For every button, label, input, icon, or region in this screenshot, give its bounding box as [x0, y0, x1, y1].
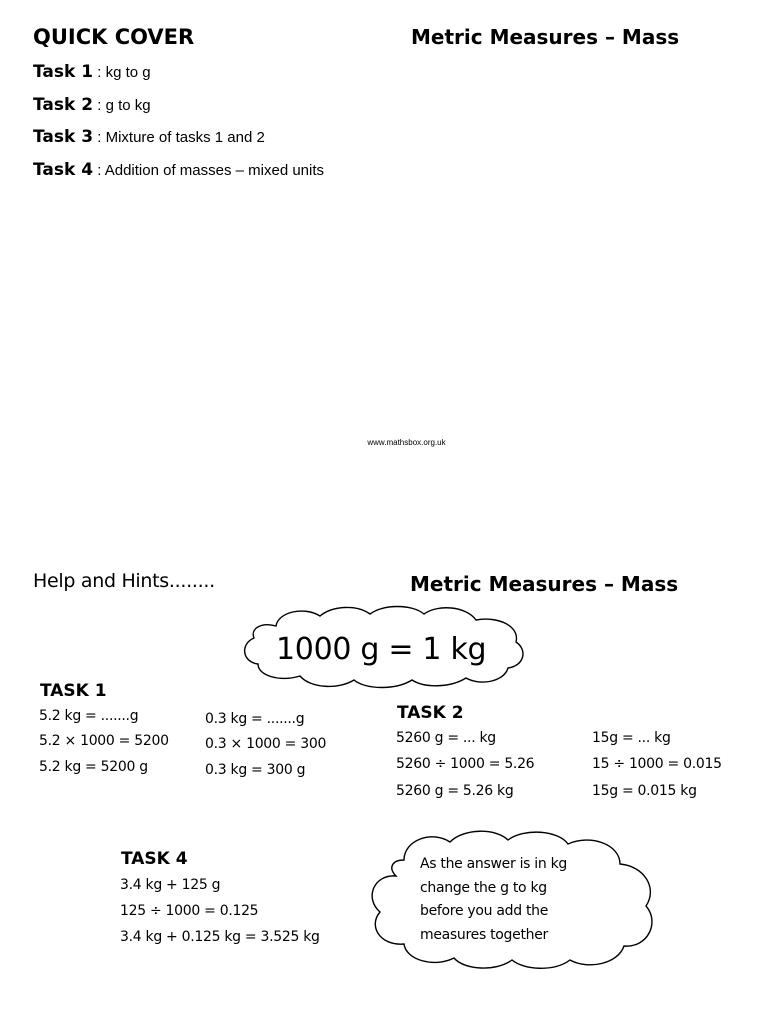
task-2-description: : g to kg: [97, 97, 151, 114]
hints-title: Metric Measures – Mass: [410, 572, 679, 596]
task-3-label: Task 3: [33, 127, 94, 147]
task-3-description: : Mixture of tasks 1 and 2: [97, 129, 265, 146]
task4-line3: 3.4 kg + 0.125 kg = 3.525 kg: [120, 929, 320, 945]
task1-col2-line2: 0.3 × 1000 = 300: [205, 736, 327, 752]
hint-note-line1: As the answer is in kg: [420, 856, 568, 872]
website-url: www.mathsbox.org.uk: [367, 438, 446, 447]
quick-cover-heading: QUICK COVER: [33, 25, 195, 49]
hint-note-line4: measures together: [420, 927, 548, 943]
task1-col2-line3: 0.3 kg = 300 g: [205, 762, 306, 778]
task2-col1-line1: 5260 g = ... kg: [396, 730, 496, 746]
task-2-line: [33, 95, 151, 115]
task-3-line: [33, 127, 265, 147]
task1-col1-line1: 5.2 kg = .......g: [39, 708, 139, 724]
task4-line1: 3.4 kg + 125 g: [120, 877, 221, 893]
task1-heading: TASK 1: [40, 681, 107, 701]
task-1-description: : kg to g: [97, 64, 151, 81]
task1-col1-line2: 5.2 × 1000 = 5200: [39, 733, 169, 749]
task1-col2-line1: 0.3 kg = .......g: [205, 711, 305, 727]
help-hints-heading: Help and Hints........: [33, 570, 215, 592]
task-2-label: Task 2: [33, 95, 94, 115]
task-1-line: [33, 62, 151, 82]
task4-line2: 125 ÷ 1000 = 0.125: [120, 903, 259, 919]
hint-note-line3: before you add the: [420, 903, 549, 919]
task-4-label: Task 4: [33, 160, 94, 180]
task4-heading: TASK 4: [121, 849, 188, 869]
task2-col2-line2: 15 ÷ 1000 = 0.015: [592, 756, 722, 772]
page-title: Metric Measures – Mass: [411, 25, 680, 49]
task2-col1-line3: 5260 g = 5.26 kg: [396, 783, 514, 799]
task2-col1-line2: 5260 ÷ 1000 = 5.26: [396, 756, 535, 772]
key-fact: 1000 g = 1 kg: [276, 632, 487, 667]
task-4-line: [33, 160, 324, 180]
task2-col2-line1: 15g = ... kg: [592, 730, 671, 746]
task-1-label: Task 1: [33, 62, 94, 82]
task1-col1-line3: 5.2 kg = 5200 g: [39, 759, 148, 775]
task2-col2-line3: 15g = 0.015 kg: [592, 783, 697, 799]
task2-heading: TASK 2: [397, 703, 464, 723]
hint-note-line2: change the g to kg: [420, 880, 547, 896]
task-4-description: : Addition of masses – mixed units: [97, 162, 325, 179]
